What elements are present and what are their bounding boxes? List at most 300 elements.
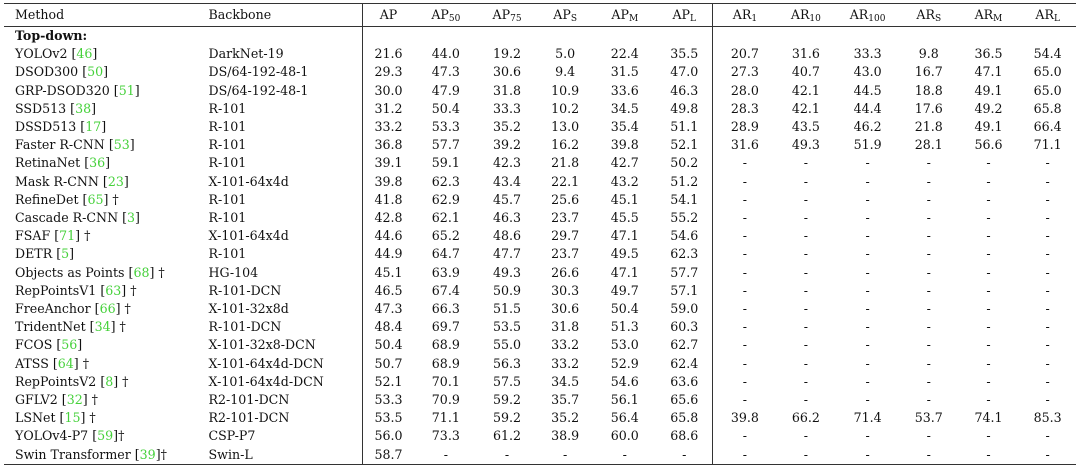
metric-cell: - — [803, 355, 808, 371]
column-header — [713, 4, 777, 27]
metric-cell: - — [986, 337, 991, 353]
backbone-cell: X-101-32x8-DCN — [208, 337, 316, 353]
backbone-cell: R-101 — [208, 155, 247, 171]
metric-cell: - — [900, 446, 958, 465]
metric-cell: 68.9 — [431, 355, 460, 371]
table-row — [4, 446, 1076, 465]
metric-cell: 53.3 — [362, 391, 414, 409]
citation-link[interactable]: 3 — [127, 210, 136, 226]
metric-cell: - — [713, 282, 777, 300]
metric-cell: 30.0 — [362, 82, 414, 100]
metric-cell: 46.2 — [853, 119, 882, 135]
metric-cell: - — [926, 282, 931, 298]
metric-cell: 28.3 — [713, 100, 777, 118]
backbone-cell: R-101 — [208, 191, 247, 207]
metric-cell: 35.4 — [610, 119, 639, 135]
metric-cell: 26.6 — [551, 264, 580, 280]
metric-cell: 55.2 — [670, 210, 699, 226]
metric-cell: - — [803, 392, 808, 408]
method-cell: RepPointsV2 [8] † — [15, 373, 129, 389]
metric-cell: - — [865, 246, 870, 262]
backbone-cell: R2-101-DCN — [208, 410, 290, 426]
backbone-cell: R-101 — [208, 100, 247, 116]
metric-cell: 71.1 — [431, 410, 460, 426]
citation-link[interactable]: 66 — [99, 301, 116, 317]
metric-cell: 69.7 — [431, 319, 460, 335]
backbone-cell: X-101-64x4d-DCN — [208, 355, 324, 371]
metric-cell: 46.3 — [670, 82, 699, 98]
metric-cell: - — [1045, 373, 1050, 389]
metric-cell: 25.6 — [551, 191, 580, 207]
column-header — [777, 4, 836, 27]
metric-cell: 38.9 — [551, 428, 580, 444]
metric-cell: 52.1 — [670, 137, 699, 153]
metric-cell: - — [803, 246, 808, 262]
method-name: RefineDet — [15, 191, 79, 207]
citation-link[interactable]: 38 — [75, 100, 92, 116]
metric-cell: - — [713, 446, 777, 465]
metric-cell: 51.9 — [853, 137, 882, 153]
table-row — [4, 427, 1076, 445]
metric-cell: - — [1045, 173, 1050, 189]
metric-cell: - — [986, 301, 991, 317]
metric-cell: 5.0 — [555, 46, 576, 62]
metric-cell: 68.9 — [431, 337, 460, 353]
metric-cell: 66.2 — [791, 410, 820, 426]
backbone-cell: R-101 — [208, 137, 247, 153]
metric-cell: - — [803, 282, 808, 298]
column-header-subscript: 10 — [809, 14, 821, 24]
dagger-mark: † — [85, 410, 96, 426]
backbone-cell: X-101-64x4d — [208, 228, 289, 244]
method-cell: Swin Transformer [39]† — [4, 446, 203, 465]
column-header — [537, 4, 594, 27]
metric-cell: 65.0 — [1033, 82, 1062, 98]
citation-link[interactable]: 39 — [139, 446, 156, 462]
metric-cell: - — [713, 209, 777, 227]
metric-cell: 57.1 — [670, 282, 699, 298]
citation-link[interactable]: 36 — [89, 155, 106, 171]
metric-cell: 28.9 — [713, 118, 777, 136]
metric-cell: - — [1045, 319, 1050, 335]
metric-cell: - — [1045, 264, 1050, 280]
column-header-label: AR — [1035, 7, 1054, 22]
metric-cell: 16.2 — [551, 137, 580, 153]
table-row — [4, 264, 1076, 282]
metric-cell: - — [865, 355, 870, 371]
metric-cell: 44.9 — [362, 245, 414, 263]
metric-cell: 34.5 — [551, 373, 580, 389]
metric-cell: 33.2 — [551, 337, 580, 353]
metric-cell: 49.1 — [974, 119, 1003, 135]
method-name: Faster R-CNN — [15, 137, 105, 153]
backbone-cell: R-101 — [208, 210, 247, 226]
metric-cell: 71.1 — [1033, 137, 1062, 153]
metric-cell: - — [865, 173, 870, 189]
results-table — [4, 3, 1076, 465]
metric-cell: 19.2 — [493, 46, 522, 62]
metric-cell: - — [986, 392, 991, 408]
column-header-label: AR — [974, 7, 994, 22]
column-header-subscript: 1 — [751, 14, 758, 24]
citation-link[interactable]: 64 — [57, 355, 74, 371]
metric-cell: - — [593, 446, 656, 465]
dagger-mark: † — [120, 301, 131, 317]
column-header-subscript: 50 — [448, 14, 461, 24]
method-name: DETR — [15, 246, 53, 262]
metric-cell: 49.8 — [670, 100, 699, 116]
metric-cell: - — [713, 373, 777, 391]
metric-cell: 21.6 — [362, 45, 414, 63]
table-row — [4, 191, 1076, 209]
metric-cell: 16.7 — [914, 64, 943, 80]
metric-cell: 70.9 — [431, 392, 460, 408]
metric-cell: - — [926, 191, 931, 207]
backbone-cell: DS/64-192-48-1 — [208, 64, 309, 80]
method-cell: DSSD513 [17] — [15, 119, 107, 135]
table-header-row — [4, 4, 1076, 27]
citation-link[interactable]: 17 — [85, 119, 102, 135]
metric-cell: 22.4 — [610, 46, 639, 62]
metric-cell: - — [986, 282, 991, 298]
citation-link[interactable]: 65 — [87, 191, 104, 207]
metric-cell: 59.2 — [493, 410, 522, 426]
metric-cell: 42.7 — [610, 155, 639, 171]
metric-cell: 56.3 — [493, 355, 522, 371]
metric-cell: - — [1045, 355, 1050, 371]
metric-cell: 51.2 — [670, 173, 699, 189]
metric-cell: - — [713, 173, 777, 191]
metric-cell: 44.0 — [431, 46, 460, 62]
metric-cell: 62.3 — [670, 246, 699, 262]
metric-cell: 10.2 — [551, 100, 580, 116]
metric-cell: - — [803, 337, 808, 353]
metric-cell: 30.6 — [493, 64, 522, 80]
dagger-mark: † — [118, 373, 129, 389]
metric-cell: - — [865, 337, 870, 353]
metric-cell: - — [986, 264, 991, 280]
table-row — [4, 318, 1076, 336]
metric-cell: 40.7 — [791, 64, 820, 80]
metric-cell: - — [713, 264, 777, 282]
metric-cell: 48.6 — [493, 228, 522, 244]
column-header-label: AP — [672, 7, 691, 22]
table-row — [4, 336, 1076, 354]
backbone-cell: X-101-64x4d-DCN — [208, 373, 324, 389]
metric-cell: 53.0 — [610, 337, 639, 353]
citation-link[interactable]: 32 — [66, 392, 83, 408]
metric-cell: - — [865, 264, 870, 280]
metric-cell: 29.3 — [362, 63, 414, 81]
method-cell: SSD513 [38] — [15, 100, 97, 116]
metric-cell: 10.9 — [551, 82, 580, 98]
metric-cell: - — [926, 428, 931, 444]
column-header-subscript: L — [1053, 14, 1060, 24]
method-name: RepPointsV1 — [15, 282, 97, 298]
metric-cell: 31.2 — [362, 100, 414, 118]
method-cell: YOLOv2 [46] — [15, 46, 98, 62]
column-header-label: AP — [379, 7, 398, 22]
metric-cell: 62.1 — [431, 210, 460, 226]
citation-link[interactable]: 50 — [87, 64, 104, 80]
column-header-label: AR — [732, 7, 752, 22]
metric-cell: - — [1019, 446, 1076, 465]
section-spacer-ar — [713, 27, 1076, 46]
metric-cell: - — [537, 446, 594, 465]
metric-cell: 66.3 — [431, 301, 460, 317]
column-header-subscript: 75 — [510, 14, 522, 24]
metric-cell: 21.8 — [914, 119, 943, 135]
citation-link[interactable]: 23 — [107, 173, 124, 189]
column-header-subscript: M — [993, 14, 1003, 24]
metric-cell: 61.2 — [493, 428, 522, 444]
metric-cell: - — [986, 373, 991, 389]
citation-link[interactable]: 68 — [133, 264, 150, 280]
metric-cell: - — [835, 446, 900, 465]
metric-cell: - — [414, 446, 477, 465]
metric-cell: 35.2 — [493, 119, 522, 135]
metric-cell: 31.8 — [493, 82, 522, 98]
metric-cell: 47.3 — [431, 64, 460, 80]
backbone-cell: R2-101-DCN — [208, 392, 290, 408]
metric-cell: 44.6 — [362, 227, 414, 245]
metric-cell: - — [1045, 428, 1050, 444]
metric-cell: 50.9 — [493, 282, 522, 298]
metric-cell: - — [986, 210, 991, 226]
column-header — [656, 4, 713, 27]
metric-cell: 45.5 — [610, 210, 639, 226]
metric-cell: - — [1045, 392, 1050, 408]
metric-cell: 50.4 — [362, 336, 414, 354]
column-header-label: Method — [15, 7, 65, 22]
metric-cell: 51.1 — [670, 119, 699, 135]
citation-link[interactable]: 8 — [105, 373, 114, 389]
column-header-subscript: S — [570, 14, 578, 24]
metric-cell: 31.6 — [791, 46, 820, 62]
metric-cell: 42.3 — [493, 155, 522, 171]
metric-cell: - — [926, 173, 931, 189]
metric-cell: - — [713, 318, 777, 336]
metric-cell: 35.2 — [551, 410, 580, 426]
metric-cell: - — [986, 428, 991, 444]
method-name: TridentNet — [15, 319, 86, 335]
metric-cell: 43.5 — [791, 119, 820, 135]
metric-cell: 42.1 — [791, 100, 820, 116]
backbone-cell: CSP-P7 — [208, 428, 256, 444]
citation-link[interactable]: 51 — [118, 82, 135, 98]
method-cell: RetinaNet [36] — [15, 155, 111, 171]
metric-cell: 62.4 — [670, 355, 699, 371]
column-header-label: AP — [431, 7, 449, 22]
metric-cell: 53.7 — [914, 410, 943, 426]
metric-cell: - — [803, 264, 808, 280]
citation-link[interactable]: 56 — [61, 337, 78, 353]
table-row — [4, 391, 1076, 409]
metric-cell: - — [803, 155, 808, 171]
metric-cell: 53.5 — [362, 409, 414, 427]
metric-cell: 17.6 — [914, 100, 943, 116]
metric-cell: 34.5 — [610, 100, 639, 116]
metric-cell: 62.9 — [431, 191, 460, 207]
metric-cell: 44.5 — [853, 82, 882, 98]
metric-cell: 47.7 — [493, 246, 522, 262]
metric-cell: 68.6 — [670, 428, 699, 444]
metric-cell: 49.3 — [493, 264, 522, 280]
metric-cell: - — [986, 355, 991, 371]
method-name: Mask R-CNN — [15, 173, 99, 189]
metric-cell: - — [926, 392, 931, 408]
citation-link[interactable]: 63 — [105, 282, 122, 298]
metric-cell: 45.7 — [493, 191, 522, 207]
metric-cell: - — [803, 173, 808, 189]
method-name: YOLOv2 — [15, 46, 68, 62]
column-header — [4, 4, 203, 27]
metric-cell: - — [986, 155, 991, 171]
table-row — [4, 409, 1076, 427]
metric-cell: - — [713, 336, 777, 354]
metric-cell: - — [1045, 282, 1050, 298]
backbone-cell: R-101 — [208, 119, 247, 135]
method-cell: TridentNet [34] † — [15, 319, 126, 335]
metric-cell: 65.0 — [1033, 64, 1062, 80]
metric-cell: 48.4 — [362, 318, 414, 336]
metric-cell: 62.3 — [431, 173, 460, 189]
method-name: DSSD513 — [15, 119, 77, 135]
metric-cell: - — [713, 427, 777, 445]
metric-cell: 33.6 — [610, 82, 639, 98]
metric-cell: 67.4 — [431, 282, 460, 298]
citation-link[interactable]: 15 — [64, 410, 81, 426]
table-row — [4, 45, 1076, 63]
metric-cell: 23.7 — [551, 246, 580, 262]
method-cell: Faster R-CNN [53] — [15, 137, 135, 153]
metric-cell: 59.1 — [431, 155, 460, 171]
metric-cell: 54.1 — [670, 191, 699, 207]
metric-cell: 29.7 — [551, 228, 580, 244]
column-header-label: Backbone — [208, 7, 272, 22]
metric-cell: 51.5 — [493, 301, 522, 317]
method-cell: FSAF [71] † — [15, 228, 91, 244]
metric-cell: 21.8 — [551, 155, 580, 171]
metric-cell: 56.0 — [362, 427, 414, 445]
metric-cell: 65.2 — [431, 228, 460, 244]
metric-cell: 39.8 — [362, 173, 414, 191]
metric-cell: - — [803, 373, 808, 389]
metric-cell: 74.1 — [974, 410, 1003, 426]
metric-cell: 13.0 — [551, 119, 580, 135]
metric-cell: 42.1 — [791, 82, 820, 98]
metric-cell: - — [986, 228, 991, 244]
metric-cell: 53.3 — [431, 119, 460, 135]
method-name: LSNet — [15, 410, 56, 426]
backbone-cell: HG-104 — [208, 264, 259, 280]
citation-link[interactable]: 46 — [76, 46, 93, 62]
backbone-cell: R-101-DCN — [208, 282, 282, 298]
metric-cell: 47.9 — [431, 82, 460, 98]
method-cell: RefineDet [65] † — [15, 191, 119, 207]
method-name: GRP-DSOD320 — [15, 82, 110, 98]
metric-cell: 52.1 — [362, 373, 414, 391]
metric-cell: - — [986, 319, 991, 335]
metric-cell: 65.8 — [1033, 100, 1062, 116]
method-name: ATSS — [15, 355, 49, 371]
column-header-label: AR — [849, 7, 869, 22]
table-row — [4, 154, 1076, 172]
table-row — [4, 300, 1076, 318]
column-header-subscript: L — [690, 14, 696, 24]
method-cell: YOLOv4-P7 [59]† — [15, 428, 125, 444]
column-header — [593, 4, 656, 27]
backbone-cell: DarkNet-19 — [208, 46, 284, 62]
metric-cell: - — [1045, 337, 1050, 353]
backbone-cell: DS/64-192-48-1 — [208, 82, 309, 98]
metric-cell: - — [803, 319, 808, 335]
metric-cell: - — [926, 155, 931, 171]
metric-cell: 49.5 — [610, 246, 639, 262]
metric-cell: - — [777, 446, 836, 465]
citation-link[interactable]: 71 — [59, 228, 76, 244]
citation-link[interactable]: 53 — [113, 137, 130, 153]
metric-cell: 63.6 — [670, 373, 699, 389]
metric-cell: 56.6 — [974, 137, 1003, 153]
metric-cell: 73.3 — [431, 428, 460, 444]
column-header-subscript: S — [935, 14, 942, 24]
backbone-cell: R-101-DCN — [208, 319, 282, 335]
column-header — [958, 4, 1020, 27]
citation-link[interactable]: 34 — [94, 319, 111, 335]
metric-cell: - — [713, 391, 777, 409]
citation-link[interactable]: 59 — [97, 428, 114, 444]
metric-cell: 50.4 — [610, 301, 639, 317]
metric-cell: - — [865, 428, 870, 444]
metric-cell: 31.6 — [713, 136, 777, 154]
metric-cell: 39.2 — [493, 137, 522, 153]
metric-cell: 43.0 — [853, 64, 882, 80]
table-row — [4, 355, 1076, 373]
metric-cell: - — [926, 301, 931, 317]
column-header-label: AP — [492, 7, 511, 22]
metric-cell: 33.2 — [362, 118, 414, 136]
column-header — [1019, 4, 1076, 27]
metric-cell: 47.3 — [362, 300, 414, 318]
metric-cell: 28.1 — [914, 137, 943, 153]
dagger-mark: † — [78, 355, 90, 371]
metric-cell: 58.7 — [362, 446, 414, 465]
metric-cell: 70.1 — [431, 373, 460, 389]
metric-cell: 18.8 — [914, 82, 943, 98]
metric-cell: 46.3 — [493, 210, 522, 226]
metric-cell: - — [477, 446, 537, 465]
metric-cell: - — [1045, 301, 1050, 317]
metric-cell: - — [865, 191, 870, 207]
section-label: Top-down: — [15, 28, 88, 43]
metric-cell: 63.9 — [431, 264, 460, 280]
metric-cell: 22.1 — [551, 173, 580, 189]
citation-link[interactable]: 5 — [61, 246, 70, 262]
metric-cell: 20.7 — [713, 45, 777, 63]
metric-cell: - — [803, 210, 808, 226]
metric-cell: - — [986, 191, 991, 207]
metric-cell: 39.1 — [362, 154, 414, 172]
metric-cell: 33.3 — [853, 46, 882, 62]
table-row — [4, 282, 1076, 300]
method-name: FCOS — [15, 337, 53, 353]
metric-cell: 49.7 — [610, 282, 639, 298]
column-header-label: AR — [916, 7, 935, 22]
metric-cell: 33.2 — [551, 355, 580, 371]
metric-cell: 56.1 — [610, 392, 639, 408]
metric-cell: - — [865, 155, 870, 171]
